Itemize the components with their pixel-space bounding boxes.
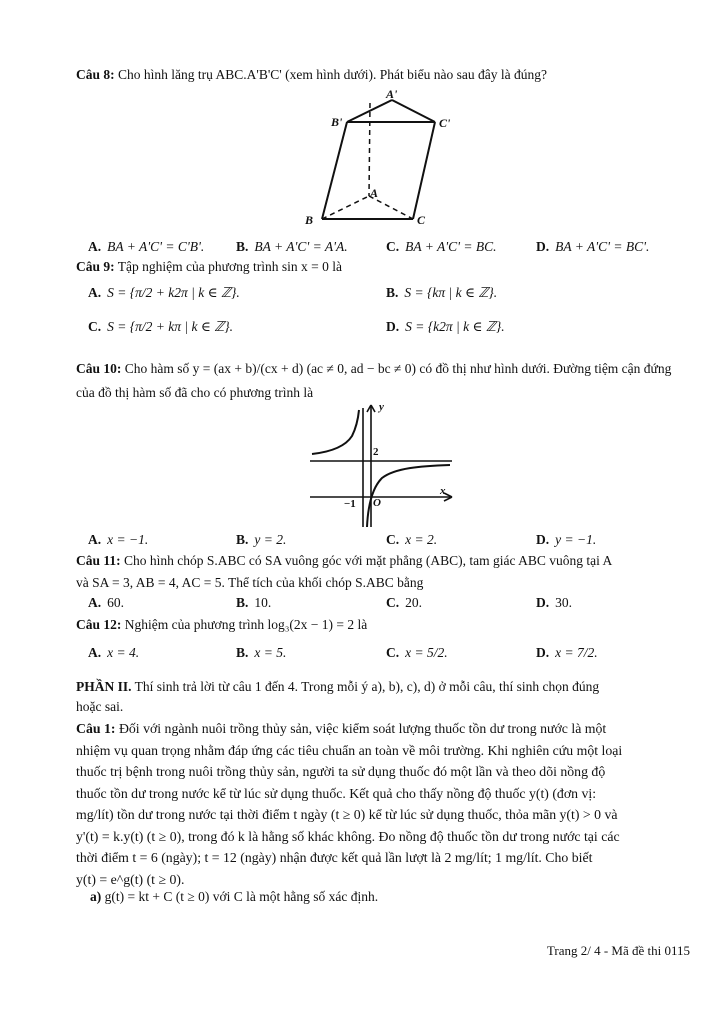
- tick-label-minus-1: −1: [344, 498, 356, 510]
- vertex-b-prime: B': [331, 115, 343, 129]
- q10-option-c[interactable]: C. x = 2.: [386, 532, 438, 547]
- vertex-a: A: [370, 186, 379, 200]
- q9-option-b[interactable]: B. S = {kπ | k ∈ ℤ}.: [386, 285, 498, 300]
- q8-statement: [76, 66, 547, 84]
- q11-text: Cho hình chóp S.ABC có SA vuông góc với mặt phẳng (ABC), tam giác ABC vuông tại A: [124, 553, 613, 568]
- vertex-c-prime: C': [439, 116, 451, 130]
- q8-option-c[interactable]: C. BA + A'C' = BC.: [386, 239, 497, 254]
- q8-text: Cho hình lăng trụ ABC.A'B'C' (xem hình dưới). Phát biểu nào sau đây là đúng?: [118, 67, 547, 82]
- q9-option-d[interactable]: D. S = {k2π | k ∈ ℤ}.: [386, 319, 505, 334]
- q11-option-a[interactable]: A. 60.: [88, 595, 124, 610]
- vertex-a-prime: A': [386, 87, 398, 101]
- q12-option-c[interactable]: C. x = 5/2.: [386, 645, 448, 660]
- vertex-b: B: [305, 213, 314, 227]
- q12-option-a[interactable]: A. x = 4.: [88, 645, 140, 660]
- q12-option-b[interactable]: B. x = 5.: [236, 645, 287, 660]
- q11-option-d[interactable]: D. 30.: [536, 595, 572, 610]
- q9-option-c[interactable]: C. S = {π/2 + kπ | k ∈ ℤ}.: [88, 319, 234, 334]
- p2q1-paragraph: [76, 718, 696, 890]
- q10-statement-line2: của đồ thị hàm số đã cho có phương trình là: [76, 385, 314, 400]
- vertex-c: C: [417, 213, 426, 227]
- q8-option-d[interactable]: D. BA + A'C' = BC'.: [536, 239, 650, 254]
- tick-label-2: 2: [373, 446, 379, 458]
- q11-label: Câu 11:: [76, 553, 121, 568]
- p2q1-line-2: nhiệm vụ quan trọng nhằm đáp ứng các tiêu chuẩn an toàn về môi trường. Khi nghiên cứu một loại: [76, 742, 623, 758]
- q8-option-a[interactable]: A. BA + A'C' = C'B'.: [88, 239, 205, 254]
- p2q1-line-4: thuốc tồn dư trong nước kể từ lúc sử dụng thuốc. Kết quả cho thấy nồng độ thuốc y(t) (đơn vị:: [76, 785, 597, 801]
- p2q1-line-1: Câu 1: Đối với ngành nuôi trồng thủy sản, việc kiểm soát lượng thuốc tồn dư trong nước là một: [76, 721, 607, 736]
- q8-option-b[interactable]: B. BA + A'C' = A'A.: [236, 239, 348, 254]
- p2q1-line-5: mg/lít) tồn dư trong nước tại thời điểm t ngày (t ≥ 0) kể từ lúc sử dụng thuốc, thỏa mãn y(t) > 0 và: [76, 807, 618, 822]
- q12-label: Câu 12:: [76, 617, 122, 632]
- origin-label: O: [373, 497, 381, 509]
- y-axis-label: y: [379, 401, 384, 413]
- q10-statement-line1: [76, 360, 671, 378]
- q10-option-b[interactable]: B. y = 2.: [236, 532, 287, 547]
- p2q1-item-a[interactable]: [90, 888, 378, 906]
- q10-option-a[interactable]: A. x = −1.: [88, 532, 149, 547]
- q10-option-d[interactable]: D. y = −1.: [536, 532, 597, 547]
- q12-option-d[interactable]: D. x = 7/2.: [536, 645, 598, 660]
- q10-label: Câu 10:: [76, 361, 122, 376]
- q12-text: Nghiệm của phương trình log₃(2x − 1) = 2 là: [124, 617, 368, 632]
- p2q1-line-7: thời điểm t = 6 (ngày); t = 12 (ngày) nhận được kết quả lần lượt là 2 mg/lít; 1 mg/lít. Cho biết: [76, 850, 593, 865]
- q9-statement: [76, 258, 342, 276]
- page-footer: Trang 2/ 4 - Mã đề thi 0115: [546, 943, 690, 958]
- q11-option-c[interactable]: C. 20.: [386, 595, 422, 610]
- q9-text: Tập nghiệm của phương trình sin x = 0 là: [117, 259, 342, 274]
- part2-heading: PHẦN II.: [76, 679, 132, 694]
- q12-statement: [76, 616, 367, 634]
- q11-statement-line1: [76, 552, 612, 570]
- q11-option-b[interactable]: B. 10.: [236, 595, 272, 610]
- part2-instructions-line2: hoặc sai.: [76, 699, 124, 714]
- p2q1-line-8: y(t) = e^g(t) (t ≥ 0).: [76, 871, 185, 887]
- q9-option-a[interactable]: A. S = {π/2 + k2π | k ∈ ℤ}.: [88, 285, 240, 300]
- p2q1-line-3: thuốc trị bệnh trong nuôi trồng thủy sản, người ta sử dụng thuốc đó một lần và theo dõi nồng độ: [76, 764, 606, 779]
- q8-label: Câu 8:: [76, 67, 115, 82]
- q10-text: Cho hàm số y = (ax + b)/(cx + d) (ac ≠ 0, ad − bc ≠ 0) có đồ thị như hình dưới. Đường tiệm cận đứng: [124, 361, 672, 376]
- x-axis-label: x: [440, 485, 446, 497]
- part2-instructions-line1: PHẦN II. Thí sinh trả lời từ câu 1 đến 4. Trong mỗi ý a), b), c), d) ở mỗi câu, thí sinh chọn đúng: [76, 679, 600, 694]
- p2q1-item-a-label: a): [90, 889, 102, 904]
- p2q1-label: Câu 1:: [76, 721, 116, 736]
- q9-label: Câu 9:: [76, 259, 115, 274]
- p2q1-line-6: y'(t) = k.y(t) (t ≥ 0), trong đó k là hằng số khác không. Đo nồng độ thuốc tồn dư trong nước tại các: [76, 828, 620, 844]
- p2q1-item-a-text: g(t) = kt + C (t ≥ 0) với C là một hằng số xác định.: [104, 889, 379, 904]
- q11-statement-line2: và SA = 3, AB = 4, AC = 5. Thể tích của khối chóp S.ABC bằng: [76, 575, 424, 590]
